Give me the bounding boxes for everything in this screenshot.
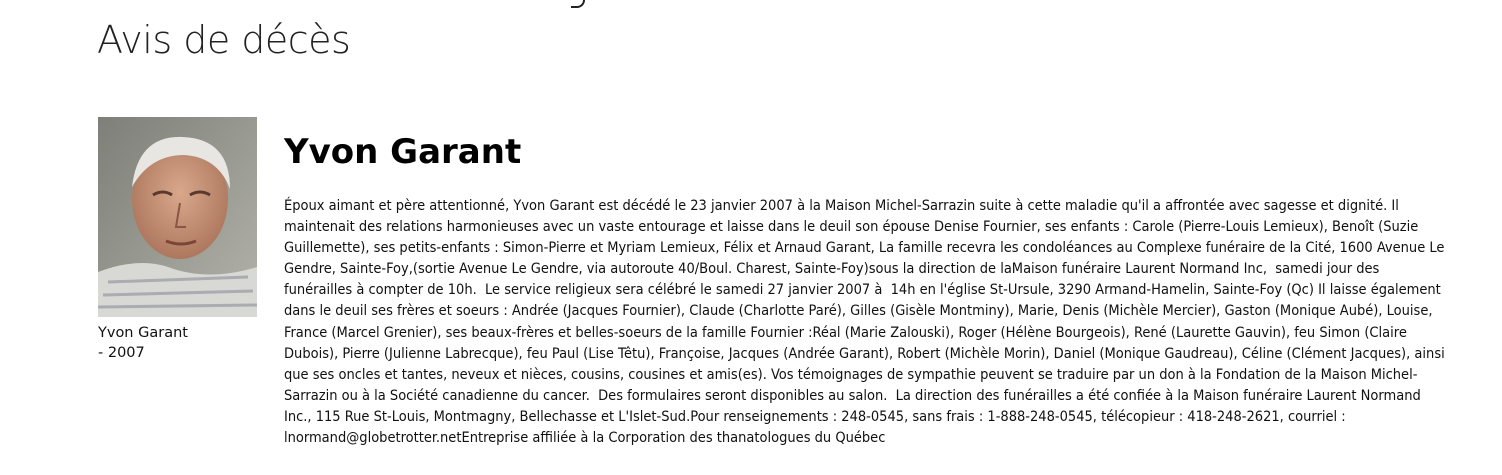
caption-name: Yvon Garant bbox=[98, 325, 188, 341]
photo-caption bbox=[98, 323, 268, 363]
portrait-image bbox=[98, 117, 257, 317]
obituary-text: Époux aimant et père attentionné, Yvon Garant est décédé le 23 janvier 2007 à la Maison Michel-Sarrazin suite à cette maladie qu'il a affrontée avec sagesse et dignité. Il maintenait des relations harmonieuses avec un vaste entourage et laisse dans le deuil son épouse Denise Fournier, ses enfants : Carole (Pierre-Louis Lemieux), Benoît (Suzie Guillemette), ses petits-enfants : Simon-Pierre et Myriam Lemieux, Félix et Arnaud Garant, La famille recevra les condoléances au Complexe funéraire de la Cité, 1600 Avenue Le Gendre, Sainte-Foy,(sortie Avenue Le Gendre, via autoroute 40/Boul. Charest, Sainte-Foy)sous la direction de laMaison funéraire Laurent Normand Inc, samedi jour des funérailles à compter de 10h. Le service religieux sera célébré le samedi 27 janvier 2007 à 14h en l'église St-Ursule, 3290 Armand-Hamelin, Sainte-Foy (Qc) Il laisse également dans le deuil ses frères et soeurs : Andrée (Jacques Fournier), Claude (Charlotte Paré), Gilles (Gisèle Montminy), Marie, Denis (Michèle Mercier), Gaston (Monique Aubé), Louise, France (Marcel Grenier), ses beaux-frères et belles-soeurs de la famille Fournier :Réal (Marie Zalouski), Roger (Hélène Bourgeois), René (Laurette Gauvin), feu Simon (Claire Dubois), Pierre (Julienne Labrecque), feu Paul (Lise Têtu), Françoise, Jacques (Andrée Garant), Robert (Michèle Morin), Daniel (Monique Gaudreau), Céline (Clément Jacques), ainsi que ses oncles et tantes, neveux et nièces, cousins, cousines et amis(es). Vos témoignages de sympathie peuvent se traduire par un don à la Fondation de la Maison Michel-Sarrazin ou à la Société canadienne du cancer. Des formulaires seront disponibles au salon. La direction des funérailles a été confiée à la Maison funéraire Laurent Normand Inc., 115 Rue St-Louis, Montmagny, Bellechasse et L'Islet-Sud.Pour renseignements : 248-0545, sans frais : 1-888-248-0545, télécopieur : 418-248-2621, courriel : lnormand@globetrotter.netEntreprise affiliée à la Corporation des thanatologues du Québec bbox=[284, 198, 1449, 447]
caption-years: - 2007 bbox=[98, 345, 145, 361]
deceased-name-heading: Yvon Garant bbox=[284, 132, 522, 172]
page-title: Avis de décès bbox=[97, 18, 351, 62]
deceased-photo bbox=[98, 117, 257, 317]
top-decoration-fragment bbox=[571, 0, 585, 8]
